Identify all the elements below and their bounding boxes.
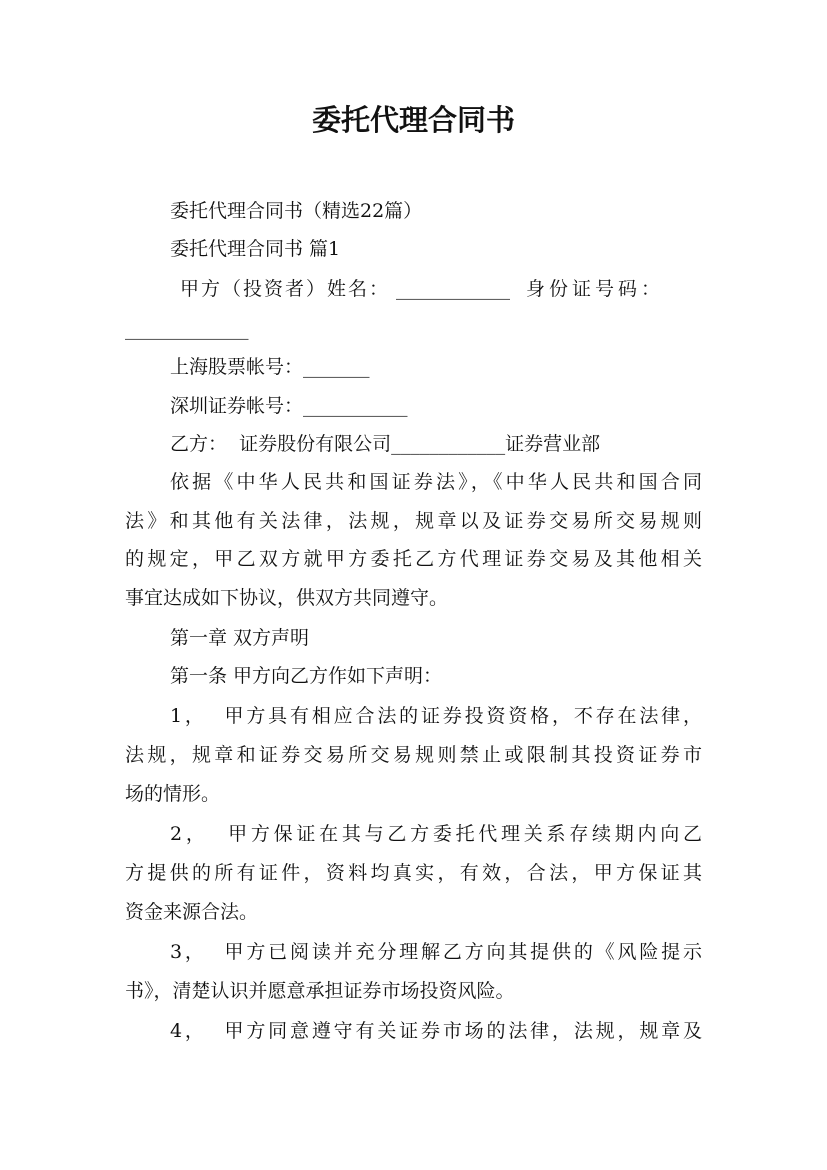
party-a-line — [180, 272, 702, 306]
party-b-blank: ____________ — [391, 433, 506, 455]
subtitle: 委托代理合同书（精选22篇） — [170, 200, 423, 222]
party-b-suffix: 证券营业部 — [505, 433, 601, 455]
clause-line: 方提供的所有证件，资料均真实，有效，合法，甲方保证其 — [125, 862, 702, 884]
clause-line: 4， 甲方同意遵守有关证券市场的法律，法规，规章及 — [170, 1020, 702, 1042]
document-title: 委托代理合同书 — [311, 103, 515, 137]
clause-line: 书》，清楚认识并愿意承担证券市场投资风险。 — [125, 980, 515, 1002]
clause-line: 场的情形。 — [125, 783, 221, 805]
paragraph-line: 的规定，甲乙双方就甲方委托乙方代理证券交易及其他相关 — [125, 548, 702, 570]
shanghai-account-blank: _______ — [303, 356, 370, 378]
shenzhen-account-line — [170, 389, 702, 423]
clause-line: 3， 甲方已阅读并充分理解乙方向其提供的《风险提示 — [170, 941, 702, 963]
party-a-label: 甲方（投资者）姓名： — [180, 278, 391, 300]
shenzhen-account-blank: ___________ — [303, 395, 408, 417]
shanghai-account-label: 上海股票帐号： — [170, 356, 304, 378]
clause-line: 资金来源合法。 — [125, 901, 259, 923]
paragraph-line: 依据《中华人民共和国证券法》，《中华人民共和国合同 — [170, 471, 702, 493]
paragraph-line: 法》和其他有关法律，法规，规章以及证券交易所交易规则 — [125, 510, 702, 532]
paragraph-line: 事宜达成如下协议，供双方共同遵守。 — [125, 587, 449, 609]
clause-line: 1， 甲方具有相应合法的证券投资资格，不存在法律， — [170, 705, 702, 727]
shanghai-account-line — [170, 350, 702, 384]
shenzhen-account-label: 深圳证券帐号： — [170, 395, 304, 417]
clause-line: 2， 甲方保证在其与乙方委托代理关系存续期内向乙 — [170, 823, 702, 845]
section-heading: 委托代理合同书 篇1 — [170, 238, 341, 260]
clause-line: 法规，规章和证券交易所交易规则禁止或限制其投资证券市 — [125, 744, 702, 766]
party-a-name-blank: ____________ — [396, 278, 511, 300]
id-number-blank: _____________ — [125, 318, 249, 340]
id-number-label: 身份证号码： — [526, 278, 665, 300]
party-b-label: 乙方： 证券股份有限公司 — [170, 433, 392, 455]
chapter-heading: 第一章 双方声明 — [170, 627, 310, 649]
article-heading: 第一条 甲方向乙方作如下声明： — [170, 665, 443, 687]
party-b-line — [170, 427, 702, 461]
